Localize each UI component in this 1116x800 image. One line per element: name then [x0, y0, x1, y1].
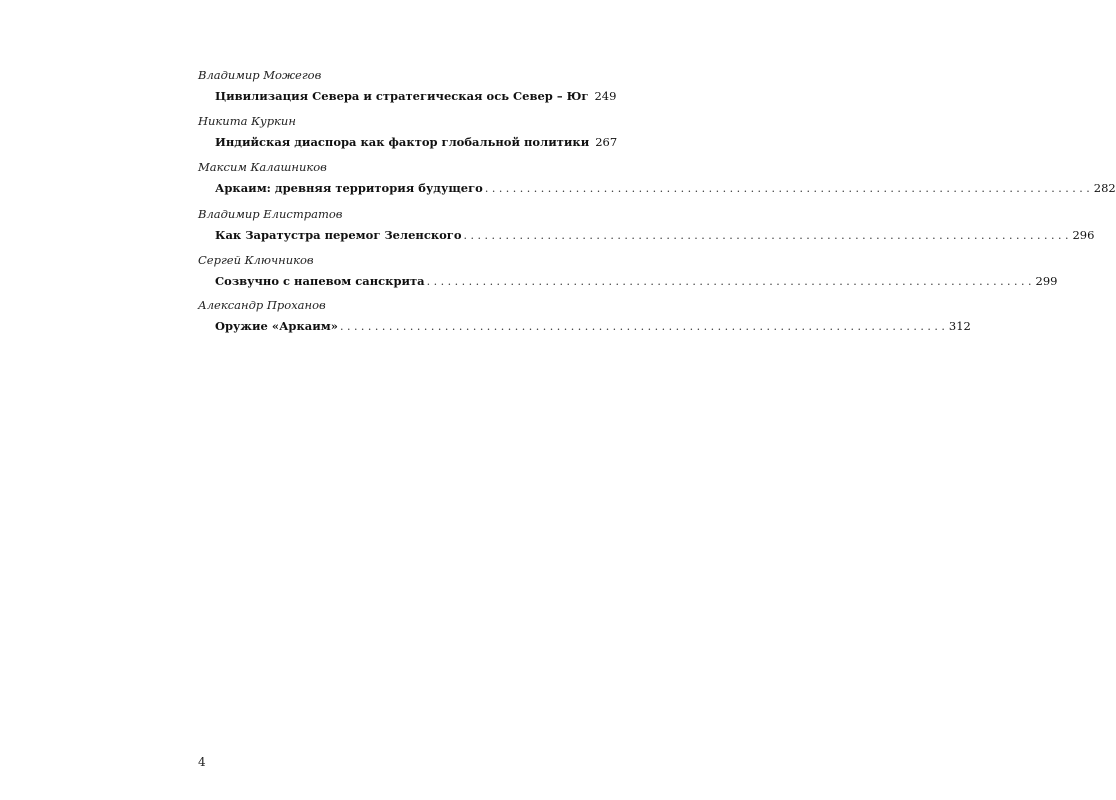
entry-title: Оружие «Аркаим» [215, 319, 338, 333]
entry-title: Как Заратустра перемог Зеленского [215, 228, 462, 242]
entry-page-number: 249 [594, 89, 617, 103]
dot-leader [485, 181, 1090, 197]
entry-title-line [215, 227, 1095, 243]
entry-page-number: 267 [595, 135, 618, 149]
entry-author: Александр Проханов [198, 298, 326, 312]
toc-entry [198, 113, 618, 150]
entry-author: Сергей Ключников [198, 253, 314, 267]
dot-leader [464, 228, 1069, 244]
entry-page-number: 312 [948, 319, 971, 333]
entry-title-line [215, 134, 618, 150]
entry-page-number: 299 [1035, 274, 1058, 288]
dot-leader [427, 274, 1032, 290]
page-number-folio: 4 [198, 755, 206, 769]
entry-title: Индийская диаспора как фактор глобальной политики [215, 135, 590, 149]
toc-entry [198, 252, 1058, 289]
entry-title: Созвучно с напевом санскрита [215, 274, 425, 288]
entry-title-line [215, 318, 971, 334]
toc-entry [198, 206, 1095, 243]
entry-author: Владимир Можегов [198, 68, 322, 82]
entry-author: Максим Калашников [198, 160, 327, 174]
entry-page-number: 296 [1072, 228, 1095, 242]
entry-title-line [215, 88, 617, 104]
entry-author: Никита Куркин [198, 114, 296, 128]
entry-title: Цивилизация Севера и стратегическая ось Север – Юг [215, 89, 589, 103]
entry-page-number: 282 [1093, 181, 1116, 195]
entry-title-line [215, 273, 1058, 289]
dot-leader [340, 319, 945, 335]
entry-title: Аркаим: древняя территория будущего [215, 181, 483, 195]
toc-entry [198, 67, 617, 104]
toc-entry [198, 297, 971, 334]
toc-entry [198, 159, 1116, 196]
entry-author: Владимир Елистратов [198, 207, 343, 221]
entry-title-line [215, 180, 1116, 196]
